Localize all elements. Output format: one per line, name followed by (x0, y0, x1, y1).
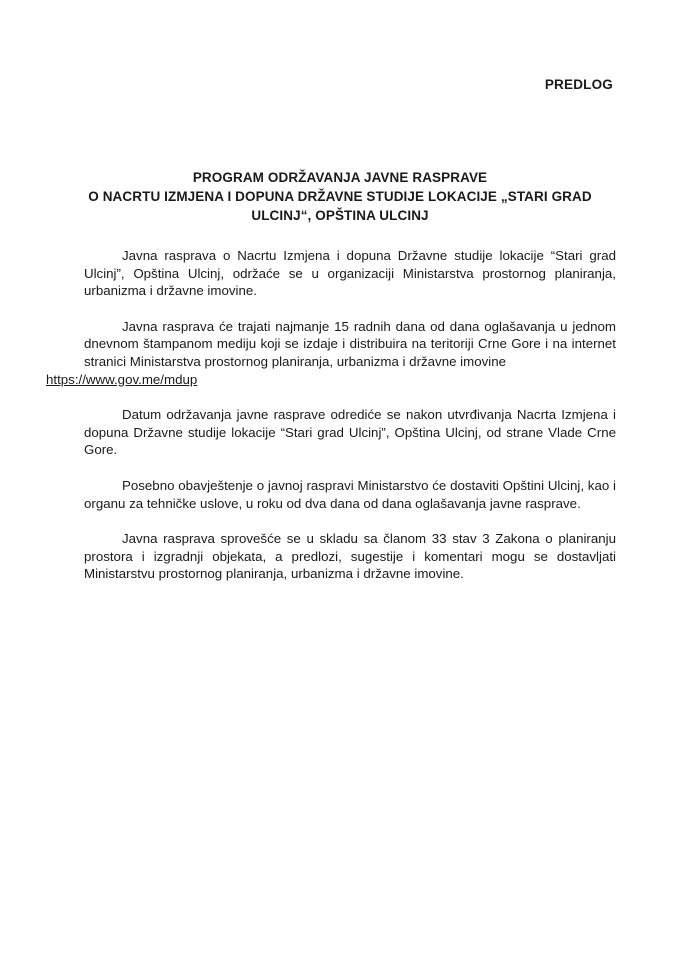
document-status-label: PREDLOG (544, 77, 613, 92)
paragraph-2-text: Javna rasprava će trajati najmanje 15 radnih dana od dana oglašavanja u jednom dnevnom štampanom mediju koji se izdaje i distribuira na teritoriji Crne Gore i na internet stranici Ministarstva prostornog planiranja, urbanizma i državne imovine (84, 318, 616, 369)
title-line-2: O NACRTU IZMJENA I DOPUNA DRŽAVNE STUDIJE LOKACIJE „STARI GRAD (88, 189, 592, 204)
paragraph-5: Javna rasprava sprovešće se u skladu sa članom 33 stav 3 Zakona o planiranju prostora i izgradnji objekata, a predlozi, sugestije i komentari mogu se dostavljati Ministarstvu prostornog planiranja, urbanizma i državne imovine. (84, 531, 616, 582)
ministry-website-link[interactable]: https://www.gov.me/mdup (46, 371, 198, 387)
document-title (60, 168, 620, 225)
paragraph-1: Javna rasprava o Nacrtu Izmjena i dopuna Državne studije lokacije “Stari grad Ulcinj”, Opština Ulcinj, održaće se u organizaciji Ministarstva prostornog planiranja, urbanizma i državne imovine. (84, 248, 616, 299)
paragraph-2 (46, 318, 616, 388)
title-line-1: PROGRAM ODRŽAVANJA JAVNE RASPRAVE (192, 170, 488, 185)
document-body (46, 247, 616, 601)
title-line-3: ULCINJ“, OPŠTINA ULCINJ (251, 208, 429, 223)
paragraph-3: Datum održavanja javne rasprave odrediće se nakon utvrđivanja Nacrta Izmjena i dopuna Državne studije lokacije “Stari grad Ulcinj”, Opština Ulcinj, od strane Vlade Crne Gore. (84, 407, 616, 458)
paragraph-4: Posebno obavještenje o javnoj raspravi Ministarstvo će dostaviti Opštini Ulcinj, kao i organu za tehničke uslove, u roku od dva dana od dana oglašavanja javne rasprave. (84, 477, 616, 511)
